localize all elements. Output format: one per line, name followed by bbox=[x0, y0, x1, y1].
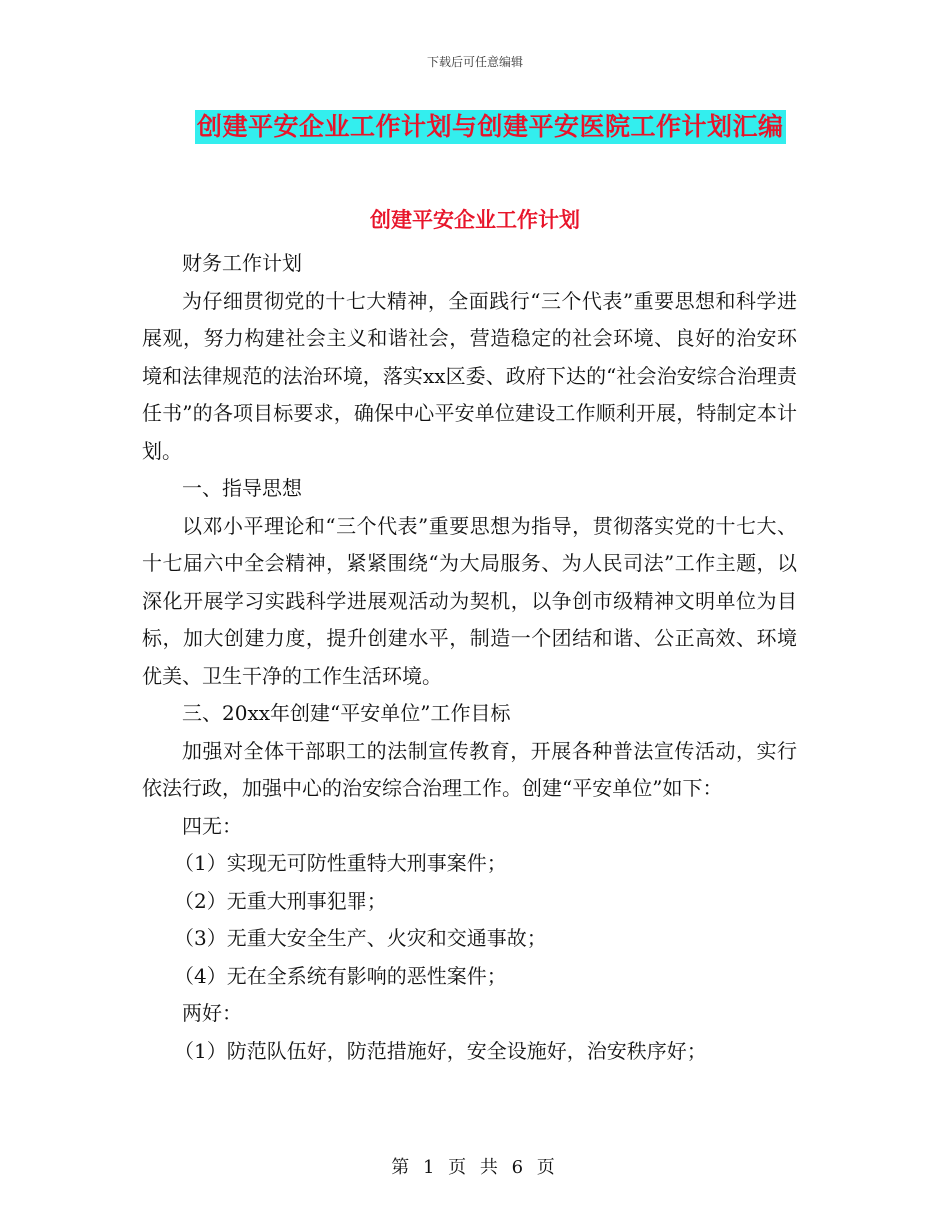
paragraph: 两好： bbox=[182, 1001, 242, 1025]
section-title: 创建平安企业工作计划 bbox=[370, 207, 580, 232]
list-item: （3）无重大安全生产、火灾和交通事故； bbox=[174, 926, 547, 950]
paragraph: 财务工作计划 bbox=[182, 251, 302, 275]
document-title: 创建平安企业工作计划与创建平安医院工作计划汇编 bbox=[195, 110, 786, 144]
list-item: （2）无重大刑事犯罪； bbox=[174, 888, 387, 913]
list-item: （1）实现无可防性重特大刑事案件； bbox=[174, 851, 507, 875]
paragraph: 四无： bbox=[182, 813, 242, 838]
page-footer: 第 1 页 共 6 页 bbox=[391, 1157, 559, 1178]
paragraph: 一、指导思想 bbox=[182, 476, 302, 500]
list-item: （1）防范队伍好，防范措施好，安全设施好，治安秩序好； bbox=[174, 1038, 707, 1063]
paragraph: 三、20xx年创建“平安单位”工作目标 bbox=[182, 701, 511, 725]
paragraph: 加强对全体干部职工的法制宣传教育，开展各种普法宣传活动，实行依法行政，加强中心的治安综合治理工作。创建“平安单位”如下： bbox=[142, 738, 797, 800]
paragraph: 为仔细贯彻党的十七大精神，全面践行“三个代表”重要思想和科学进展观，努力构建社会主义和谐社会，营造稳定的社会环境、良好的治安环境和法律规范的法治环境，落实xx区委、政府下达的“社会治安综合治理责任书”的各项目标要求，确保中心平安单位建设工作顺利开展，特制定本计划。 bbox=[142, 288, 797, 463]
list-item: （4）无在全系统有影响的恶性案件； bbox=[174, 963, 507, 988]
paragraph: 以邓小平理论和“三个代表”重要思想为指导，贯彻落实党的十七大、十七届六中全会精神，紧紧围绕“为大局服务、为人民司法”工作主题，以深化开展学习实践科学进展观活动为契机，以争创市级精神文明单位为目标，加大创建力度，提升创建水平，制造一个团结和谐、公正高效、环境优美、卫生干净的工作生活环境。 bbox=[142, 513, 797, 688]
page-header: 下载后可任意编辑 bbox=[426, 55, 523, 69]
document-body bbox=[142, 245, 797, 1070]
